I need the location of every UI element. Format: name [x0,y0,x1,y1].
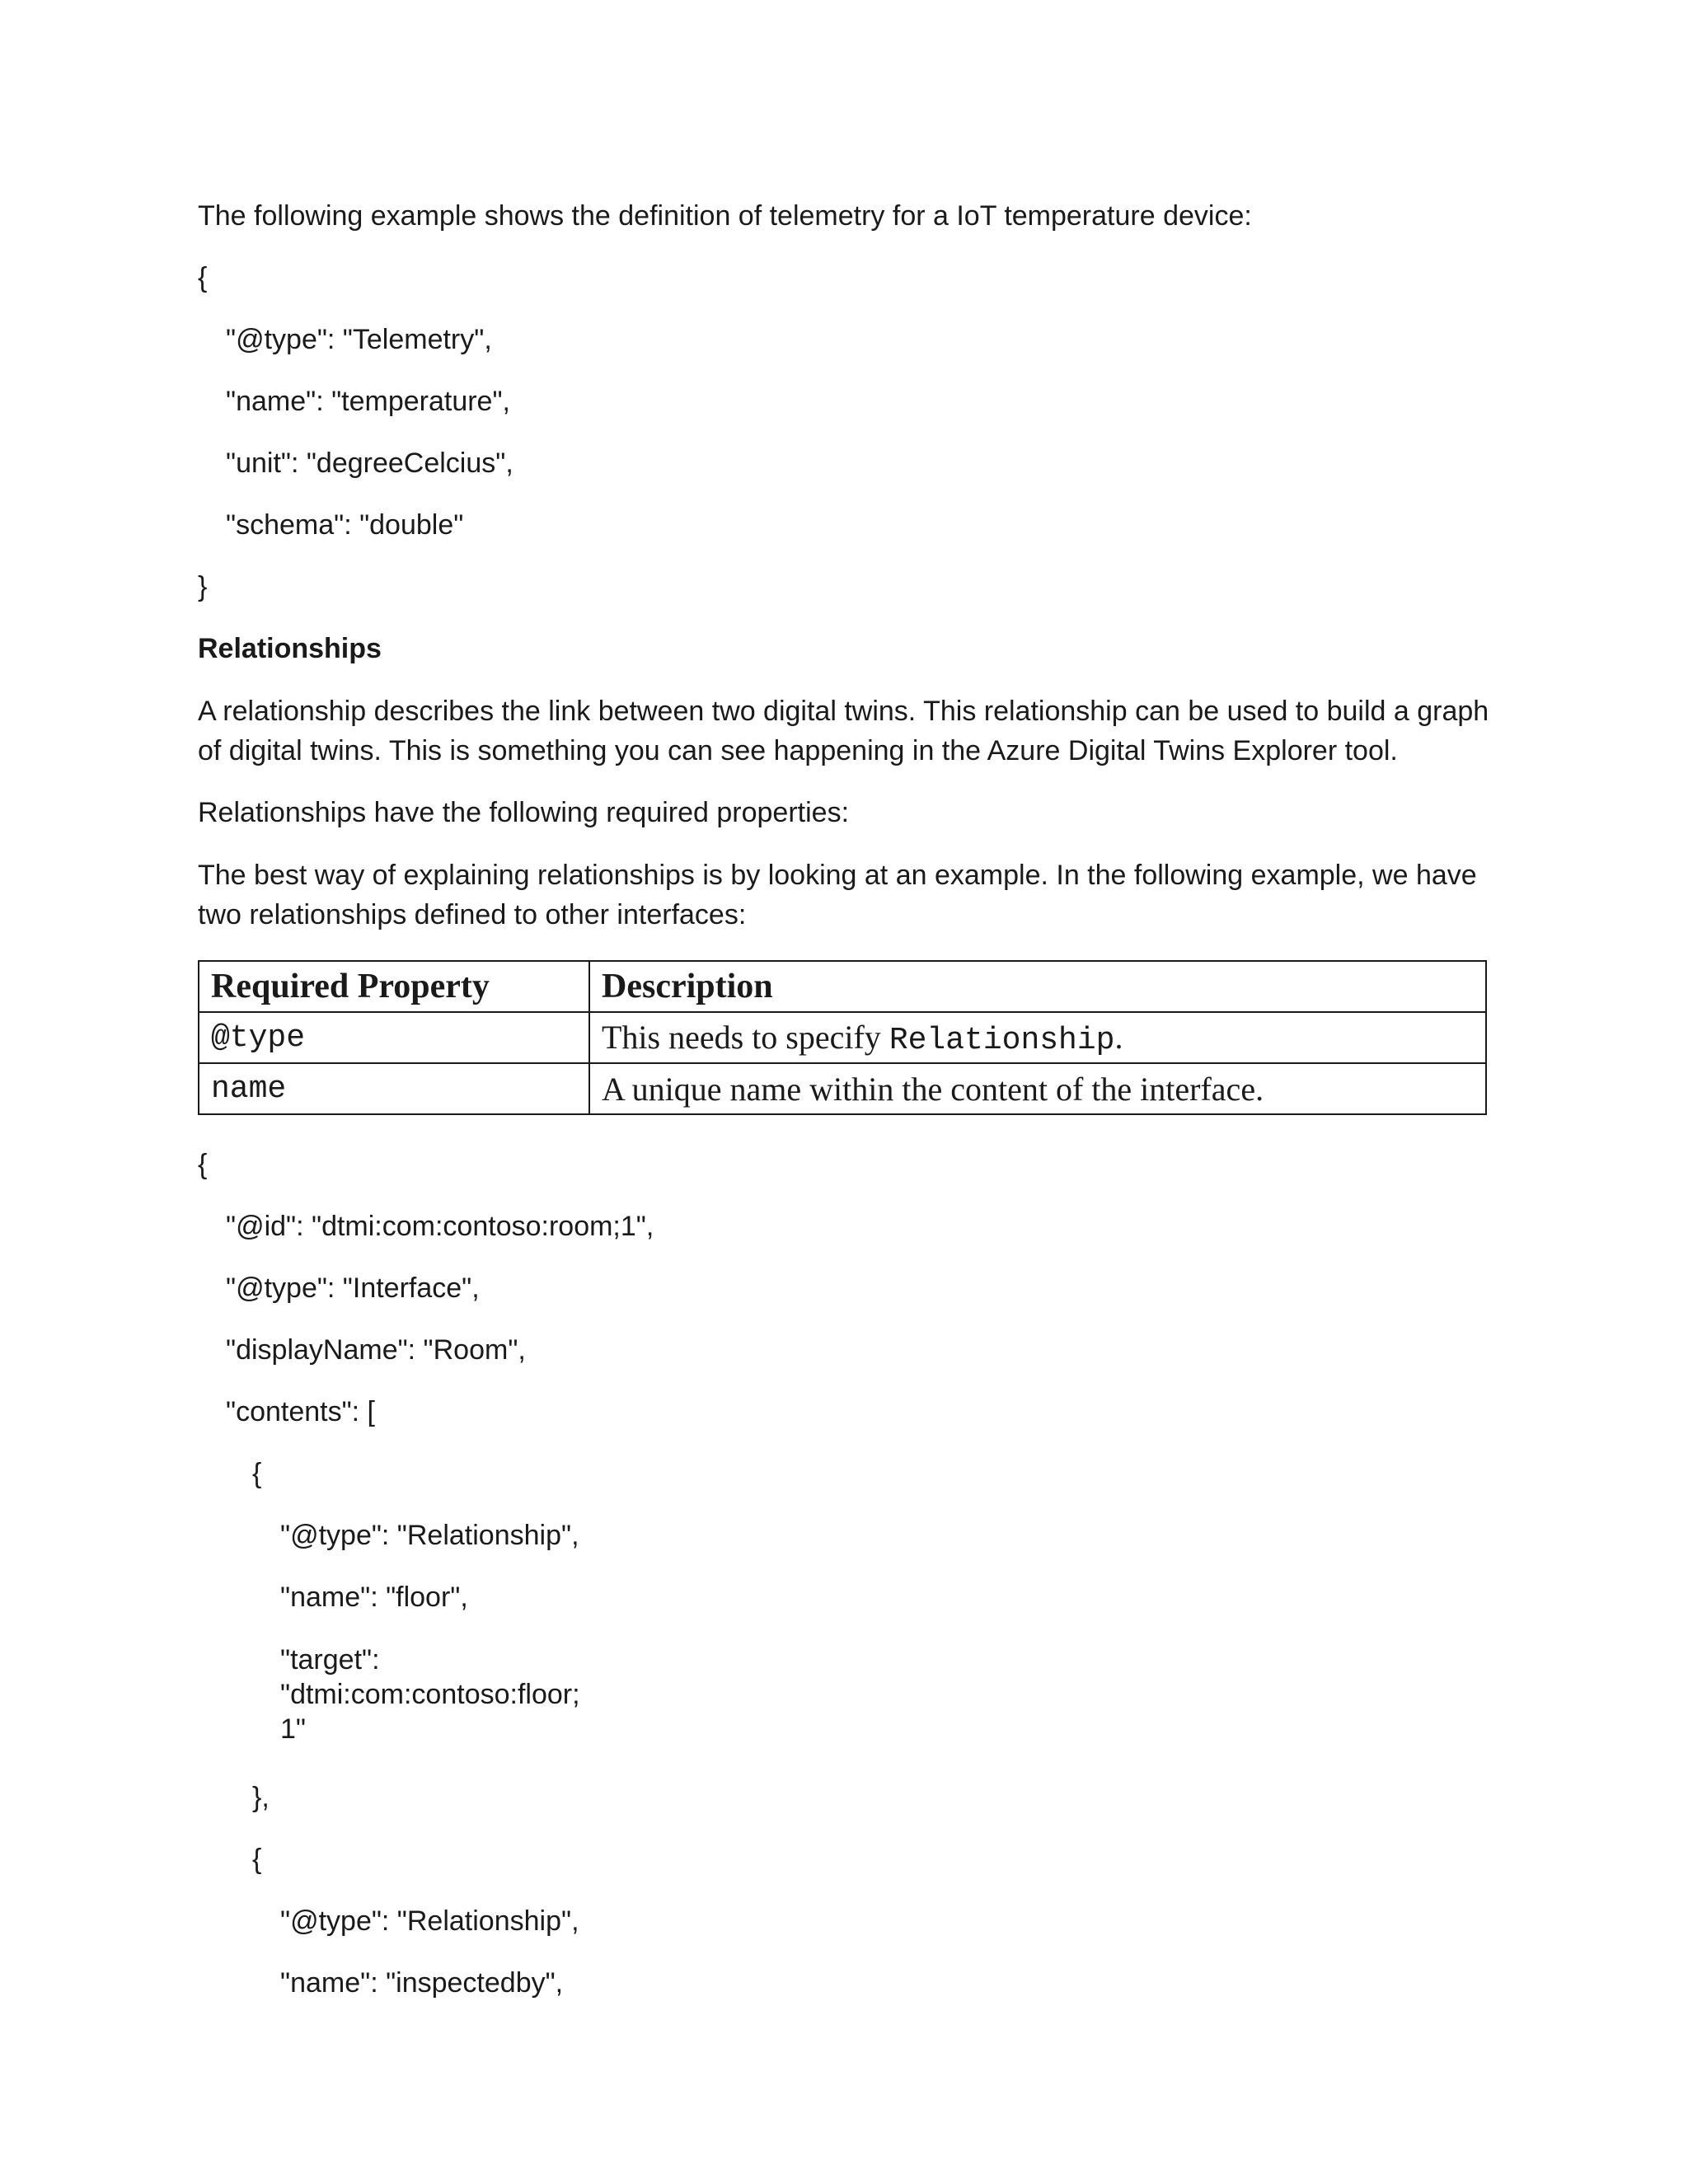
table-cell-property: @type [199,1012,589,1063]
table-row [199,1063,1486,1114]
code-line: "name": "temperature", [226,386,510,417]
code-line: "@type": "Interface", [226,1272,480,1304]
code-line: "displayName": "Room", [226,1334,526,1366]
code-line: "@type": "Relationship", [280,1520,579,1551]
example-paragraph: The best way of explaining relationships is by looking at an example. In the following example, we have two relationships defined to other interfaces: [198,860,1477,930]
code-line: "contents": [ [226,1396,376,1427]
code-line: "@id": "dtmi:com:contoso:room;1", [226,1211,654,1242]
code-line: 1" [280,1713,306,1745]
table-row [199,1012,1486,1063]
code-line: "schema": "double" [226,509,464,541]
table-cell-description [589,1012,1486,1063]
code-line: }, [252,1782,270,1813]
relationships-paragraph: A relationship describes the link between two digital twins. This relationship can be used to build a graph of digital twins. This is something you can see happening in the Azure Digital Twins Explorer tool. [198,696,1489,766]
section-heading: Relationships [198,633,382,664]
table-cell-property: name [199,1063,589,1114]
code-line: "unit": "degreeCelcius", [226,448,513,479]
table-cell-description: A unique name within the content of the interface. [589,1063,1486,1114]
intro-paragraph: The following example shows the definition of telemetry for a IoT temperature device: [198,200,1252,232]
code-line: { [252,1844,262,1875]
description-code: Relationship [889,1022,1115,1058]
code-line: "name": "inspectedby", [280,1967,564,1999]
description-text: . [1114,1018,1123,1056]
description-text: This needs to specify [602,1018,889,1056]
code-line: "@type": "Relationship", [280,1905,579,1937]
code-line: { [198,1149,208,1180]
table-header-row [199,961,1486,1012]
required-properties-paragraph: Relationships have the following required properties: [198,797,850,828]
code-line: "name": "floor", [280,1582,468,1613]
code-line: "@type": "Telemetry", [226,324,492,355]
code-line: { [198,262,208,293]
table-header: Required Property [199,961,589,1012]
required-properties-table [198,960,1487,1115]
code-line: "target": [280,1644,380,1675]
code-line: { [252,1458,262,1489]
code-line: } [198,571,208,602]
table-header: Description [589,961,1486,1012]
code-line: "dtmi:com:contoso:floor; [280,1679,580,1710]
